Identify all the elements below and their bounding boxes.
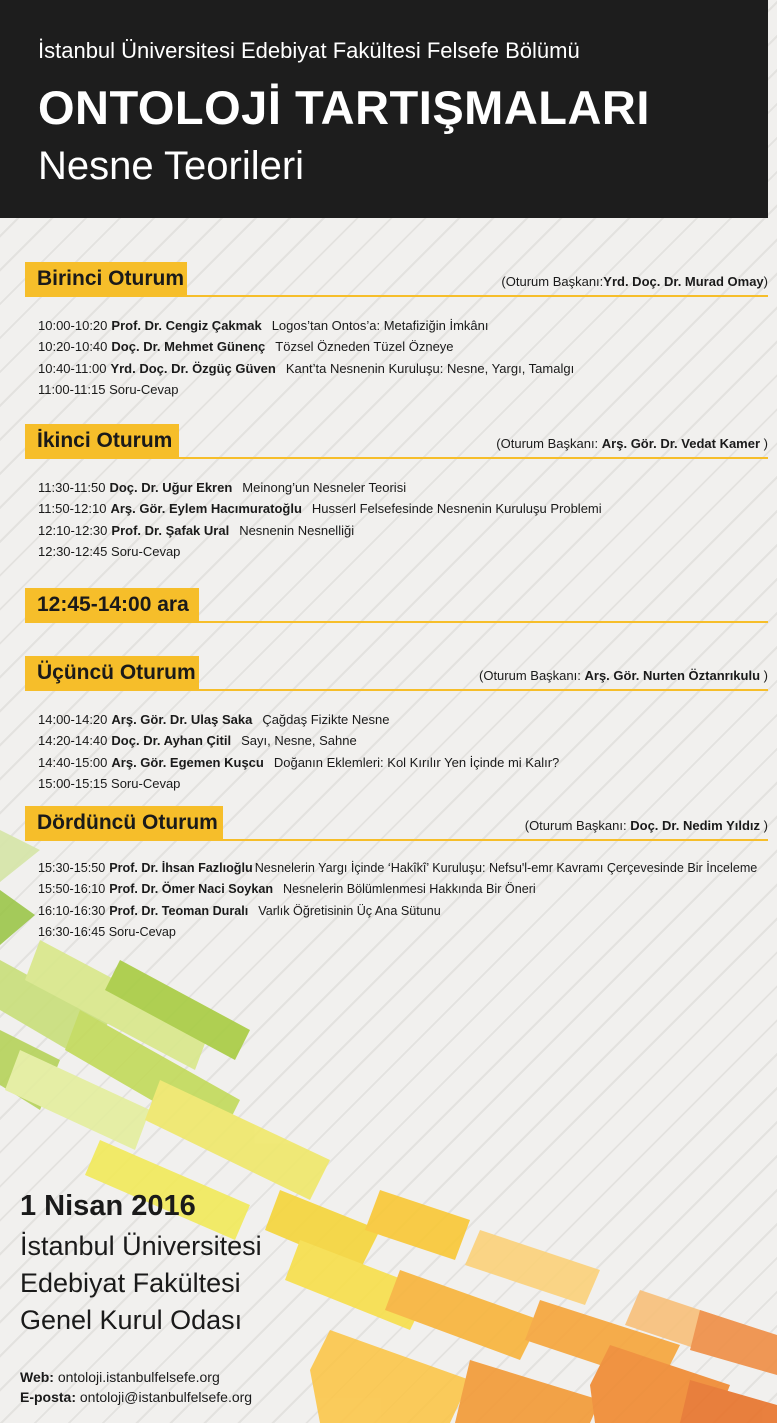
break-tab: 12:45-14:00 ara	[25, 588, 199, 622]
program-item: 10:20-10:40 Doç. Dr. Mehmet Günenç Tözsel Özneden Tüzel Özneye	[38, 339, 454, 355]
event-title: ONTOLOJİ TARTIŞMALARI	[38, 81, 650, 134]
program-item: 15:30-15:50 Prof. Dr. İhsan Fazlıoğlu Nesnelerin Yargı İçinde ‘Hakîkî’ Kuruluşu: Nefsu'l-emr Kavramı Çerçevesinde Bir İnceleme	[38, 861, 758, 875]
event-date: 1 Nisan 2016	[20, 1190, 196, 1222]
session-chair: (Oturum Başkanı: Doç. Dr. Nedim Yıldız )	[524, 818, 768, 833]
break-header	[25, 588, 768, 624]
event-info	[20, 1190, 262, 1339]
session-chair: (Oturum Başkanı: Arş. Gör. Dr. Vedat Kamer )	[496, 436, 768, 451]
session-2-header	[25, 424, 768, 460]
session-tab: Üçüncü Oturum	[25, 656, 199, 690]
session-rule	[25, 295, 768, 297]
venue-line: İstanbul Üniversitesi	[20, 1231, 262, 1261]
session-tab: İkinci Oturum	[25, 424, 179, 458]
email-link[interactable]: ontoloji@istanbulfelsefe.org	[79, 1389, 253, 1405]
email-line: E-posta: ontoloji@istanbulfelsefe.org	[20, 1389, 253, 1405]
program-item: 16:30-16:45 Soru-Cevap	[38, 925, 176, 940]
session-chair: (Oturum Başkanı:Yrd. Doç. Dr. Murad Omay)	[501, 274, 768, 289]
event-subtitle: Nesne Teorileri	[38, 144, 305, 188]
session-3-header	[25, 656, 768, 692]
session-4-header	[25, 806, 768, 842]
session-rule	[25, 457, 768, 459]
program-item: 11:30-11:50 Doç. Dr. Uğur Ekren Meinong’un Nesneler Teorisi	[38, 480, 407, 495]
program-item: 10:00-10:20 Prof. Dr. Cengiz Çakmak Logos’tan Ontos’a: Metafiziğin İmkânı	[38, 318, 489, 333]
program-item: 14:40-15:00 Arş. Gör. Egemen Kuşcu Doğanın Eklemleri: Kol Kırılır Yen İçinde mi Kalır?	[38, 754, 560, 770]
program-item: 14:20-14:40 Doç. Dr. Ayhan Çitil Sayı, Nesne, Sahne	[38, 733, 357, 749]
session-chair: (Oturum Başkanı: Arş. Gör. Nurten Öztanrıkulu )	[479, 668, 768, 683]
program-item: 15:00-15:15 Soru-Cevap	[38, 776, 181, 792]
program-item: 15:50-16:10 Prof. Dr. Ömer Naci Soykan Nesnelerin Bölümlenmesi Hakkında Bir Öneri	[38, 882, 536, 897]
venue-line: Genel Kurul Odası	[20, 1305, 243, 1335]
session-4-program	[38, 858, 757, 944]
session-rule	[25, 689, 768, 691]
contact-info	[20, 1367, 252, 1407]
break-rule	[25, 621, 768, 623]
session-tab: Birinci Oturum	[25, 262, 187, 296]
venue-line: Edebiyat Fakültesi	[20, 1268, 241, 1298]
program-item: 11:50-12:10 Arş. Gör. Eylem Hacımuratoğlu Husserl Felsefesinde Nesnenin Kuruluşu Problemi	[38, 501, 602, 517]
session-tab: Dördüncü Oturum	[25, 806, 223, 840]
session-2-program	[38, 477, 602, 563]
session-1-program	[38, 315, 574, 401]
session-rule	[25, 839, 768, 841]
program-item: 12:10-12:30 Prof. Dr. Şafak Ural Nesnenin Nesnelliği	[38, 522, 355, 538]
program-item: 11:00-11:15 Soru-Cevap	[38, 382, 179, 398]
program-item: 16:10-16:30 Prof. Dr. Teoman Duralı Varlık Öğretisinin Üç Ana Sütunu	[38, 903, 441, 918]
session-1-header	[25, 262, 768, 298]
web-link[interactable]: ontoloji.istanbulfelsefe.org	[57, 1369, 220, 1385]
session-3-program	[38, 709, 559, 795]
program-item: 12:30-12:45 Soru-Cevap	[38, 544, 181, 560]
program-item: 10:40-11:00 Yrd. Doç. Dr. Özgüç Güven Kant’ta Nesnenin Kuruluşu: Nesne, Yargı, Tamalgı	[38, 360, 575, 376]
header-banner	[0, 0, 768, 218]
event-venue	[20, 1228, 262, 1339]
web-line: Web: ontoloji.istanbulfelsefe.org	[20, 1369, 220, 1385]
program-item: 14:00-14:20 Arş. Gör. Dr. Ulaş Saka Çağdaş Fizikte Nesne	[38, 712, 390, 727]
department-name: İstanbul Üniversitesi Edebiyat Fakültesi Felsefe Bölümü	[38, 38, 580, 63]
